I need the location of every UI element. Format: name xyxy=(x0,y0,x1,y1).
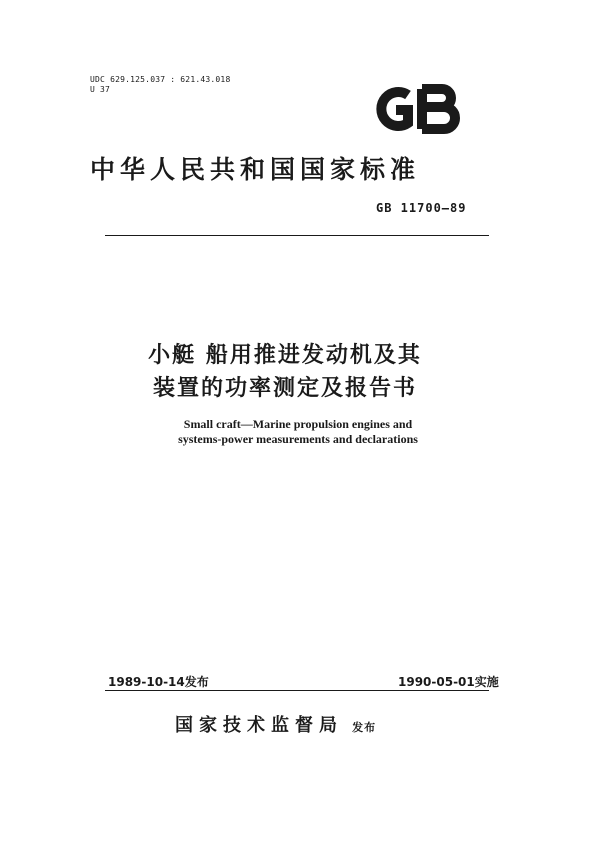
title-zh-line-1: 小艇 船用推进发动机及其 xyxy=(148,343,422,368)
title-zh-line-2: 装置的功率测定及报告书 xyxy=(152,376,417,401)
top-divider xyxy=(105,235,489,236)
standard-number: GB 11700—89 xyxy=(376,201,467,215)
udc-classification xyxy=(90,75,230,95)
udc-code: UDC 629.125.037 : 621.43.018 xyxy=(90,75,231,84)
bottom-divider xyxy=(105,690,489,691)
gb-logo xyxy=(372,83,462,135)
effective-date: 1990-05-01实施 xyxy=(398,675,499,689)
category-code: U 37 xyxy=(90,85,111,94)
publisher-name: 国家技术监督局 xyxy=(175,715,343,736)
publisher xyxy=(175,711,376,737)
title-en-line-1: Small craft—Marine propulsion engines and xyxy=(183,417,413,431)
issue-date: 1989-10-14发布 xyxy=(108,675,209,689)
title-en-line-2: systems-power measurements and declarations xyxy=(178,432,418,446)
publisher-suffix: 发布 xyxy=(352,721,377,734)
standard-series-title: 中华人民共和国国家标准 xyxy=(90,155,421,184)
